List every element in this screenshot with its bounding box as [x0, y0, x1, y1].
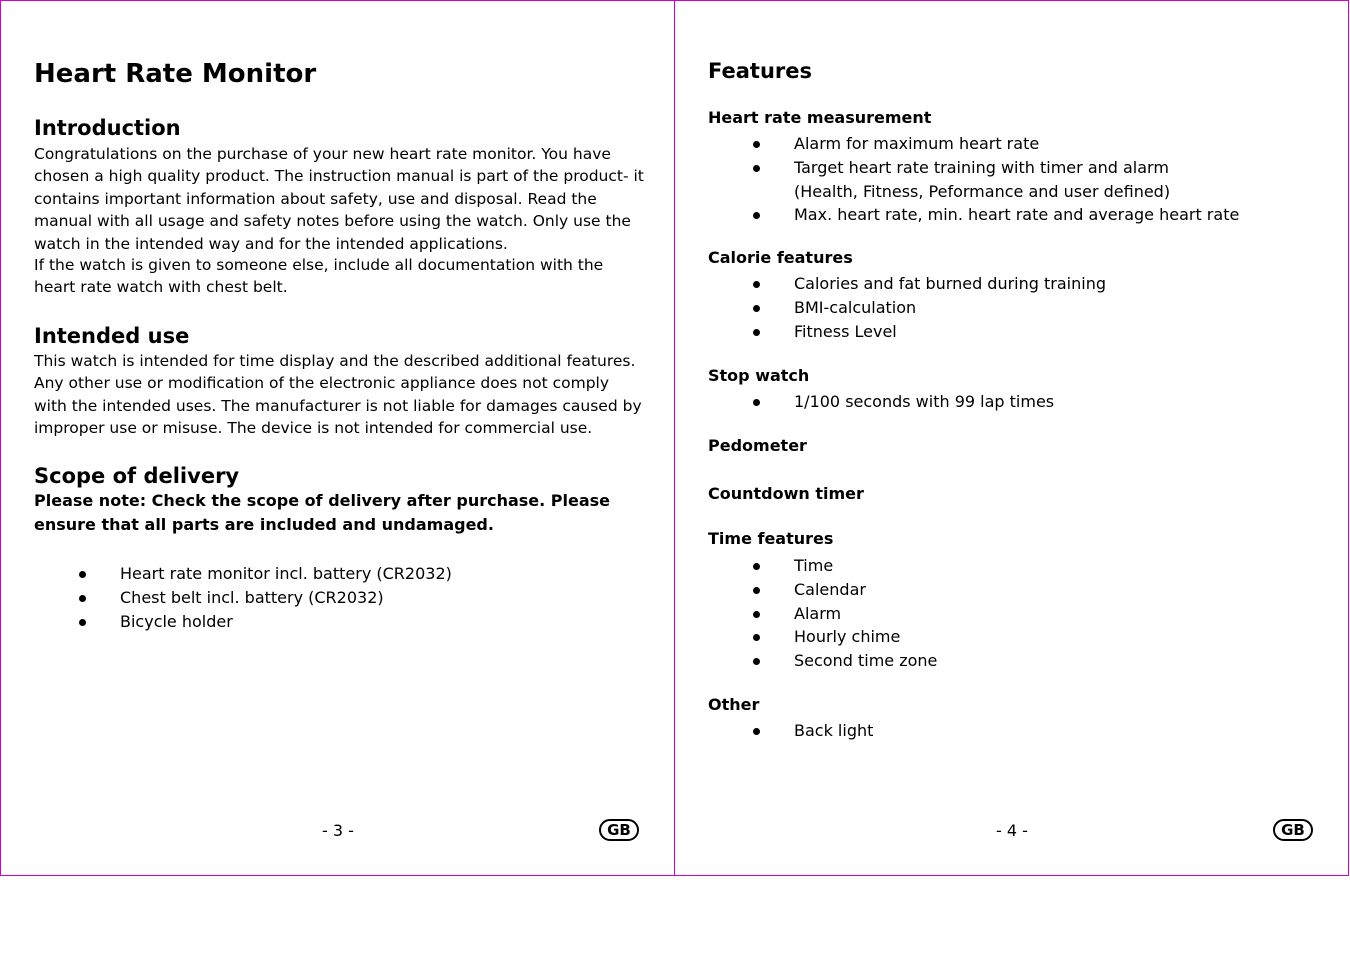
bullet-icon: [753, 634, 760, 641]
stopwatch-list: [708, 390, 1054, 414]
other-list: [708, 719, 873, 743]
list-item: Fitness Level: [708, 320, 1106, 344]
page-number: - 4 -: [996, 821, 1028, 840]
bullet-icon: [79, 571, 86, 578]
features-title: Features: [708, 59, 812, 83]
list-item: Heart rate monitor incl. battery (CR2032): [34, 562, 452, 586]
scope-note: Please note: Check the scope of delivery after purchase. Please ensure that all parts are included and undamaged.: [34, 491, 611, 534]
list-item: Calendar: [708, 578, 937, 602]
page-title: Heart Rate Monitor: [34, 59, 317, 89]
list-item: Target heart rate training with timer and alarm (Health, Fitness, Peformance and user defined): [708, 156, 1239, 204]
section-heading-introduction: Introduction: [34, 116, 181, 140]
list-item: BMI-calculation: [708, 296, 1106, 320]
bullet-icon: [79, 619, 86, 626]
list-item-continuation: (Health, Fitness, Peformance and user defined): [794, 181, 1171, 201]
subheading-pedometer: Pedometer: [708, 436, 807, 455]
scope-list: [34, 562, 452, 633]
subheading-heart-rate: Heart rate measurement: [708, 108, 932, 127]
time-features-list: [708, 554, 937, 673]
bullet-icon: [753, 611, 760, 618]
bullet-icon: [753, 658, 760, 665]
bullet-icon: [753, 563, 760, 570]
list-item: Alarm: [708, 602, 937, 626]
bullet-icon: [753, 212, 760, 219]
list-item: Back light: [708, 719, 873, 743]
calorie-list: [708, 272, 1106, 343]
heart-rate-list: [708, 132, 1239, 227]
bullet-icon: [753, 329, 760, 336]
page-left: [0, 0, 675, 876]
list-item: Calories and fat burned during training: [708, 272, 1106, 296]
list-item: Time: [708, 554, 937, 578]
list-item: Hourly chime: [708, 625, 937, 649]
language-badge: GB: [599, 819, 639, 841]
subheading-calorie: Calorie features: [708, 248, 853, 267]
list-item: Chest belt incl. battery (CR2032): [34, 586, 452, 610]
section-heading-intended-use: Intended use: [34, 324, 190, 348]
bullet-icon: [753, 728, 760, 735]
subheading-countdown: Countdown timer: [708, 484, 864, 503]
introduction-paragraph-2: If the watch is given to someone else, include all documentation with the heart rate watch with chest belt.: [34, 256, 604, 297]
introduction-paragraph-1: Congratulations on the purchase of your new heart rate monitor. You have chosen a high quality product. The instruction manual is part of the product- it contains important information about safety, use and disposal. Read the manual with all usage and safety notes before using the watch. Only use the watch in the intended way and for the intended applications.: [34, 145, 644, 253]
bullet-icon: [753, 165, 760, 172]
section-heading-scope-of-delivery: Scope of delivery: [34, 464, 240, 488]
intended-use-paragraph: This watch is intended for time display and the described additional features. Any other use or modification of the electronic appliance does not comply with the intended uses. The manufacturer is not liable for damages caused by improper use or misuse. The device is not intended for commercial use.: [34, 352, 642, 438]
bullet-icon: [79, 595, 86, 602]
page-right: [674, 0, 1349, 876]
bullet-icon: [753, 281, 760, 288]
list-item: Alarm for maximum heart rate: [708, 132, 1239, 156]
subheading-time-features: Time features: [708, 529, 834, 548]
list-item: 1/100 seconds with 99 lap times: [708, 390, 1054, 414]
page-number: - 3 -: [322, 821, 354, 840]
bullet-icon: [753, 305, 760, 312]
list-item: Bicycle holder: [34, 610, 452, 634]
bullet-icon: [753, 399, 760, 406]
list-item: Max. heart rate, min. heart rate and average heart rate: [708, 203, 1239, 227]
bullet-icon: [753, 587, 760, 594]
subheading-other: Other: [708, 695, 760, 714]
bullet-icon: [753, 141, 760, 148]
language-badge: GB: [1273, 819, 1313, 841]
subheading-stop-watch: Stop watch: [708, 366, 810, 385]
list-item: Second time zone: [708, 649, 937, 673]
